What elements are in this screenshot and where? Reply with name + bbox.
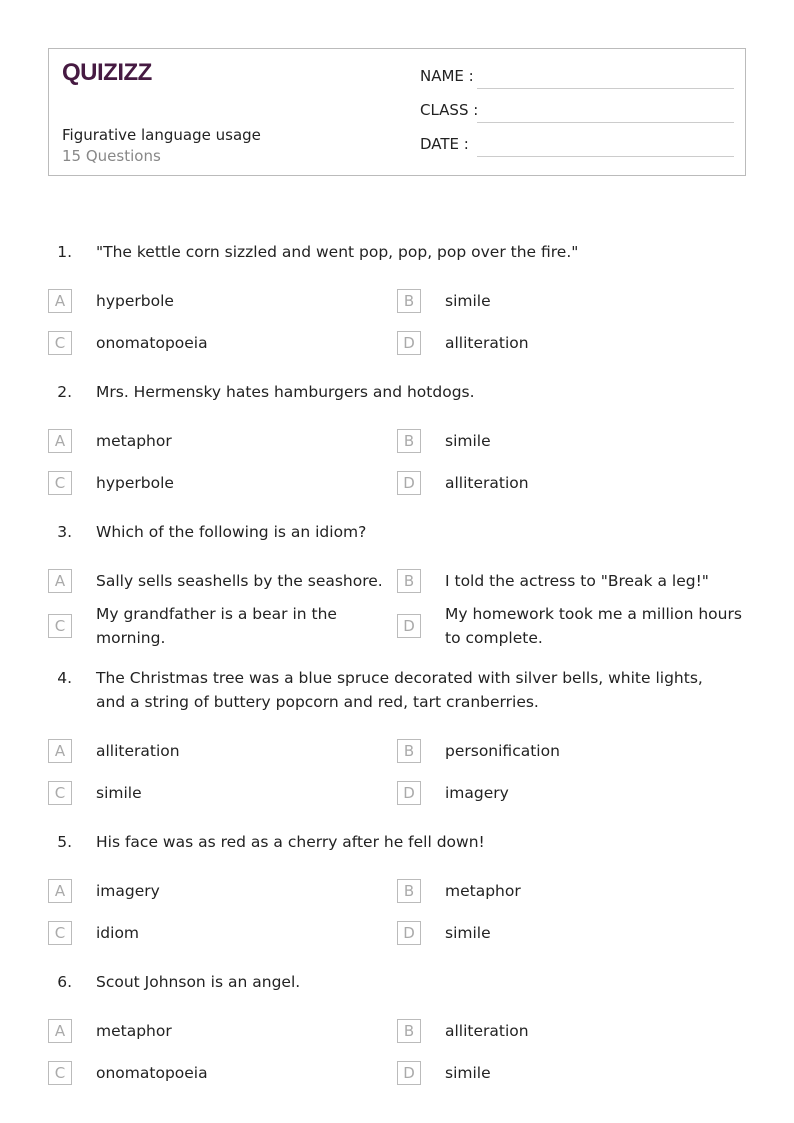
- class-field[interactable]: [420, 101, 734, 125]
- option-letter-box: C: [48, 1061, 72, 1085]
- answer-option[interactable]: [48, 1052, 397, 1094]
- answer-option[interactable]: [48, 772, 397, 814]
- answer-option[interactable]: [48, 912, 397, 954]
- option-letter-box: D: [397, 614, 421, 638]
- option-letter-box: B: [397, 879, 421, 903]
- answer-option[interactable]: [48, 322, 397, 364]
- option-letter-box: B: [397, 739, 421, 763]
- option-letter-box: A: [48, 879, 72, 903]
- question: [48, 970, 746, 1094]
- option-text: idiom: [96, 924, 140, 942]
- option-text: onomatopoeia: [96, 334, 208, 352]
- worksheet-title: Figurative language usage: [62, 126, 261, 144]
- answer-option[interactable]: [397, 912, 746, 954]
- date-label: DATE :: [420, 135, 469, 153]
- question-text: "The kettle corn sizzled and went pop, pop, pop over the fire.": [96, 243, 579, 261]
- question-text: His face was as red as a cherry after he fell down!: [96, 833, 485, 851]
- option-text: alliteration: [445, 1022, 529, 1040]
- answer-option[interactable]: [397, 1052, 746, 1094]
- question-text: Scout Johnson is an angel.: [96, 973, 301, 991]
- question-number: 2.: [57, 383, 72, 401]
- option-letter-box: D: [397, 331, 421, 355]
- option-text: personification: [445, 742, 560, 760]
- option-text: My grandfather is a bear in the morning.: [96, 605, 337, 647]
- date-line: [477, 156, 734, 157]
- option-letter-box: A: [48, 1019, 72, 1043]
- option-text: simile: [445, 1064, 491, 1082]
- option-text: My homework took me a million hours to complete.: [445, 605, 742, 647]
- answer-option[interactable]: [48, 560, 397, 602]
- option-text: imagery: [445, 784, 509, 802]
- option-letter-box: B: [397, 289, 421, 313]
- option-letter-box: D: [397, 781, 421, 805]
- question-number: 1.: [57, 243, 72, 261]
- question: [48, 240, 746, 364]
- worksheet-header: [48, 48, 746, 176]
- question-text: Which of the following is an idiom?: [96, 523, 367, 541]
- option-text: metaphor: [96, 1022, 172, 1040]
- quizizz-logo: QUIZIZZ: [62, 59, 152, 86]
- option-text: metaphor: [96, 432, 172, 450]
- option-text: alliteration: [445, 474, 529, 492]
- option-letter-box: C: [48, 331, 72, 355]
- question-count: 15 Questions: [62, 147, 161, 165]
- option-letter-box: C: [48, 781, 72, 805]
- option-letter-box: A: [48, 739, 72, 763]
- class-line: [477, 122, 734, 123]
- question: [48, 380, 746, 504]
- option-text: simile: [96, 784, 142, 802]
- option-letter-box: C: [48, 921, 72, 945]
- option-letter-box: A: [48, 429, 72, 453]
- question-number: 3.: [57, 523, 72, 541]
- option-text: imagery: [96, 882, 160, 900]
- option-letter-box: C: [48, 471, 72, 495]
- option-letter-box: B: [397, 429, 421, 453]
- answer-option[interactable]: [397, 772, 746, 814]
- option-text: simile: [445, 292, 491, 310]
- option-letter-box: A: [48, 569, 72, 593]
- answer-option[interactable]: [48, 420, 397, 462]
- option-text: alliteration: [96, 742, 180, 760]
- question: [48, 520, 746, 650]
- question: [48, 830, 746, 954]
- answer-option[interactable]: [397, 870, 746, 912]
- answer-option[interactable]: [397, 420, 746, 462]
- answer-option[interactable]: [48, 280, 397, 322]
- option-letter-box: D: [397, 471, 421, 495]
- option-text: hyperbole: [96, 474, 174, 492]
- answer-option[interactable]: [397, 280, 746, 322]
- option-letter-box: A: [48, 289, 72, 313]
- option-text: hyperbole: [96, 292, 174, 310]
- date-field[interactable]: [420, 135, 734, 159]
- answer-option[interactable]: [48, 602, 397, 650]
- option-letter-box: D: [397, 921, 421, 945]
- answer-option[interactable]: [397, 1010, 746, 1052]
- option-letter-box: D: [397, 1061, 421, 1085]
- option-letter-box: B: [397, 569, 421, 593]
- answer-option[interactable]: [397, 602, 746, 650]
- question-text: Mrs. Hermensky hates hamburgers and hotdogs.: [96, 383, 475, 401]
- option-text: onomatopoeia: [96, 1064, 208, 1082]
- class-label: CLASS :: [420, 101, 479, 119]
- answer-option[interactable]: [397, 322, 746, 364]
- answer-option[interactable]: [48, 870, 397, 912]
- answer-option[interactable]: [397, 730, 746, 772]
- option-text: alliteration: [445, 334, 529, 352]
- question-text: The Christmas tree was a blue spruce decorated with silver bells, white lights, and a string of buttery popcorn and red, tart cranberries.: [96, 669, 703, 711]
- answer-option[interactable]: [48, 462, 397, 504]
- option-letter-box: C: [48, 614, 72, 638]
- answer-option[interactable]: [397, 462, 746, 504]
- option-text: I told the actress to "Break a leg!": [445, 572, 709, 590]
- question-list: [48, 240, 746, 1110]
- option-text: simile: [445, 924, 491, 942]
- option-text: Sally sells seashells by the seashore.: [96, 572, 383, 590]
- answer-option[interactable]: [397, 560, 746, 602]
- option-text: simile: [445, 432, 491, 450]
- name-field[interactable]: [420, 67, 734, 91]
- name-line: [477, 88, 734, 89]
- option-letter-box: B: [397, 1019, 421, 1043]
- option-text: metaphor: [445, 882, 521, 900]
- question-number: 4.: [57, 669, 72, 687]
- answer-option[interactable]: [48, 730, 397, 772]
- question: [48, 666, 746, 814]
- answer-option[interactable]: [48, 1010, 397, 1052]
- question-number: 6.: [57, 973, 72, 991]
- question-number: 5.: [57, 833, 72, 851]
- name-label: NAME :: [420, 67, 474, 85]
